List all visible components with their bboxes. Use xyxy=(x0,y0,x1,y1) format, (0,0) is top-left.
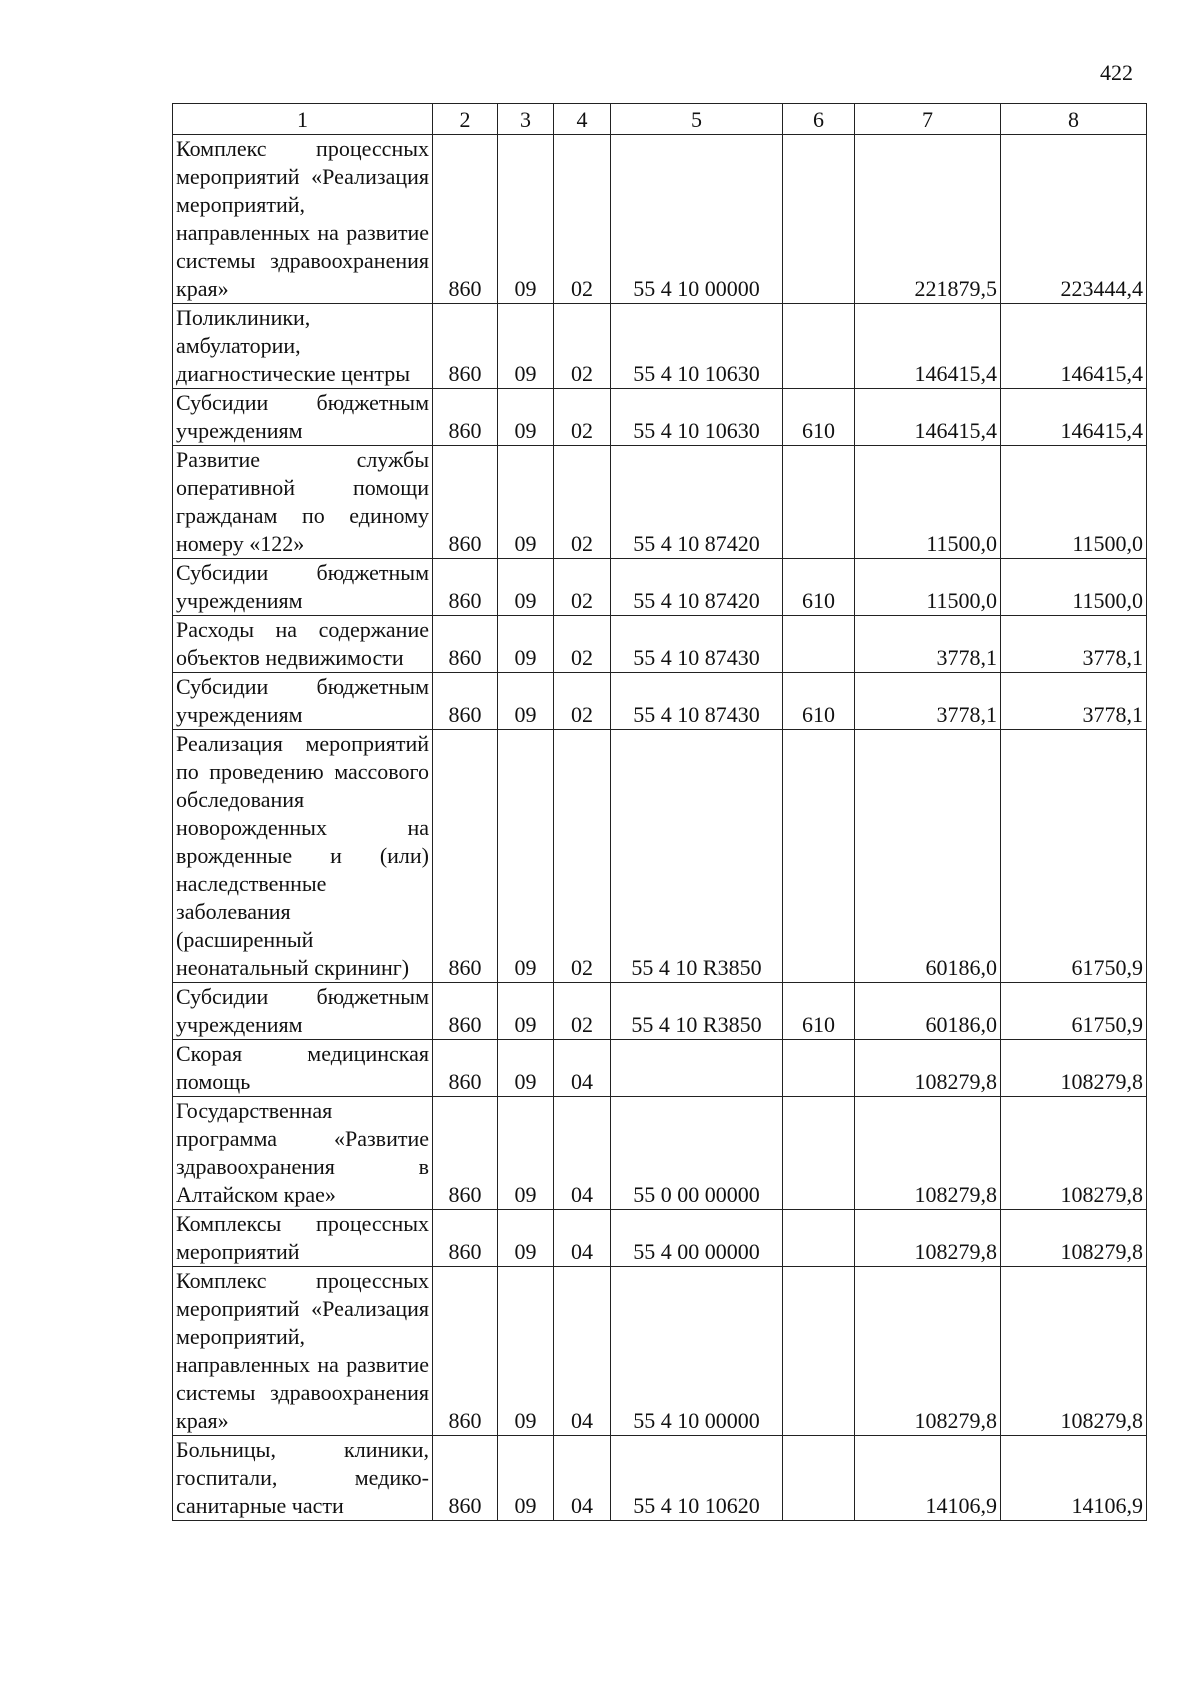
cell-section: 09 xyxy=(498,983,554,1040)
cell-section: 09 xyxy=(498,304,554,389)
cell-amount-2: 3778,1 xyxy=(1001,616,1147,673)
cell-target-code: 55 4 10 87430 xyxy=(611,616,783,673)
cell-subsection: 02 xyxy=(554,673,611,730)
cell-target-code xyxy=(611,1040,783,1097)
table-row xyxy=(173,1210,1147,1267)
table-row xyxy=(173,304,1147,389)
cell-target-code: 55 4 10 R3850 xyxy=(611,730,783,983)
cell-subsection: 04 xyxy=(554,1040,611,1097)
cell-subsection: 04 xyxy=(554,1097,611,1210)
row-name: Комплекс процессных мероприятий «Реализация мероприятий, направленных на развитие системы здравоохранения края» xyxy=(173,135,433,304)
page-number: 422 xyxy=(1100,60,1133,85)
cell-section: 09 xyxy=(498,446,554,559)
row-name: Больницы, клиники, госпитали, медико-санитарные части xyxy=(173,1436,433,1521)
cell-target-code: 55 4 10 10630 xyxy=(611,304,783,389)
cell-amount-2: 108279,8 xyxy=(1001,1097,1147,1210)
row-name: Субсидии бюджетным учреждениям xyxy=(173,389,433,446)
cell-amount-1: 60186,0 xyxy=(855,983,1001,1040)
row-name: Расходы на содержание объектов недвижимости xyxy=(173,616,433,673)
cell-section: 09 xyxy=(498,1267,554,1436)
cell-amount-2: 61750,9 xyxy=(1001,730,1147,983)
table-header-row xyxy=(173,104,1147,135)
cell-amount-1: 108279,8 xyxy=(855,1267,1001,1436)
cell-ministry: 860 xyxy=(433,730,498,983)
cell-ministry: 860 xyxy=(433,1210,498,1267)
cell-amount-1: 221879,5 xyxy=(855,135,1001,304)
cell-expense-type: 610 xyxy=(783,983,855,1040)
cell-target-code: 55 4 10 87420 xyxy=(611,559,783,616)
cell-ministry: 860 xyxy=(433,1097,498,1210)
cell-ministry: 860 xyxy=(433,135,498,304)
table-row xyxy=(173,616,1147,673)
cell-expense-type xyxy=(783,1436,855,1521)
cell-amount-2: 11500,0 xyxy=(1001,559,1147,616)
cell-amount-1: 108279,8 xyxy=(855,1210,1001,1267)
cell-section: 09 xyxy=(498,1436,554,1521)
row-name: Комплекс процессных мероприятий «Реализация мероприятий, направленных на развитие системы здравоохранения края» xyxy=(173,1267,433,1436)
table-row xyxy=(173,559,1147,616)
column-header: 3 xyxy=(498,104,554,135)
cell-ministry: 860 xyxy=(433,1040,498,1097)
cell-ministry: 860 xyxy=(433,389,498,446)
column-header: 7 xyxy=(855,104,1001,135)
cell-subsection: 02 xyxy=(554,983,611,1040)
budget-table xyxy=(172,103,1147,1521)
row-name: Развитие службы оперативной помощи гражданам по единому номеру «122» xyxy=(173,446,433,559)
table-row xyxy=(173,1097,1147,1210)
cell-target-code: 55 4 10 00000 xyxy=(611,135,783,304)
cell-section: 09 xyxy=(498,135,554,304)
table-row xyxy=(173,1040,1147,1097)
cell-expense-type: 610 xyxy=(783,389,855,446)
row-name: Комплексы процессных мероприятий xyxy=(173,1210,433,1267)
table-row xyxy=(173,1267,1147,1436)
cell-subsection: 04 xyxy=(554,1436,611,1521)
row-name: Поликлиники, амбулатории, диагностические центры xyxy=(173,304,433,389)
table-row xyxy=(173,135,1147,304)
cell-section: 09 xyxy=(498,673,554,730)
cell-amount-1: 3778,1 xyxy=(855,616,1001,673)
cell-amount-2: 108279,8 xyxy=(1001,1210,1147,1267)
cell-ministry: 860 xyxy=(433,1267,498,1436)
cell-subsection: 02 xyxy=(554,446,611,559)
cell-amount-1: 60186,0 xyxy=(855,730,1001,983)
cell-target-code: 55 4 00 00000 xyxy=(611,1210,783,1267)
cell-expense-type xyxy=(783,1267,855,1436)
row-name: Субсидии бюджетным учреждениям xyxy=(173,559,433,616)
cell-amount-1: 11500,0 xyxy=(855,446,1001,559)
column-header: 5 xyxy=(611,104,783,135)
table-row xyxy=(173,983,1147,1040)
column-header: 8 xyxy=(1001,104,1147,135)
cell-subsection: 02 xyxy=(554,389,611,446)
cell-subsection: 04 xyxy=(554,1210,611,1267)
cell-target-code: 55 4 10 10630 xyxy=(611,389,783,446)
table-row xyxy=(173,446,1147,559)
cell-target-code: 55 4 10 R3850 xyxy=(611,983,783,1040)
cell-amount-2: 11500,0 xyxy=(1001,446,1147,559)
cell-section: 09 xyxy=(498,730,554,983)
cell-expense-type xyxy=(783,135,855,304)
cell-ministry: 860 xyxy=(433,1436,498,1521)
cell-section: 09 xyxy=(498,559,554,616)
cell-amount-1: 11500,0 xyxy=(855,559,1001,616)
cell-amount-2: 108279,8 xyxy=(1001,1040,1147,1097)
cell-expense-type xyxy=(783,1097,855,1210)
table-row xyxy=(173,1436,1147,1521)
cell-amount-2: 3778,1 xyxy=(1001,673,1147,730)
cell-subsection: 02 xyxy=(554,730,611,983)
row-name: Реализация мероприятий по проведению массового обследования новорожденных на врожденные и (или) наследственные заболевания (расширенный неонатальный скрининг) xyxy=(173,730,433,983)
column-header: 4 xyxy=(554,104,611,135)
table-row xyxy=(173,389,1147,446)
cell-target-code: 55 4 10 10620 xyxy=(611,1436,783,1521)
cell-ministry: 860 xyxy=(433,616,498,673)
row-name: Государственная программа «Развитие здравоохранения в Алтайском крае» xyxy=(173,1097,433,1210)
cell-subsection: 02 xyxy=(554,135,611,304)
column-header: 1 xyxy=(173,104,433,135)
cell-expense-type: 610 xyxy=(783,673,855,730)
cell-expense-type xyxy=(783,304,855,389)
cell-section: 09 xyxy=(498,1040,554,1097)
cell-amount-2: 223444,4 xyxy=(1001,135,1147,304)
cell-ministry: 860 xyxy=(433,559,498,616)
cell-target-code: 55 0 00 00000 xyxy=(611,1097,783,1210)
cell-subsection: 02 xyxy=(554,616,611,673)
cell-section: 09 xyxy=(498,1097,554,1210)
cell-amount-1: 3778,1 xyxy=(855,673,1001,730)
cell-expense-type xyxy=(783,446,855,559)
cell-target-code: 55 4 10 87430 xyxy=(611,673,783,730)
cell-expense-type: 610 xyxy=(783,559,855,616)
cell-amount-1: 146415,4 xyxy=(855,304,1001,389)
cell-amount-1: 146415,4 xyxy=(855,389,1001,446)
cell-section: 09 xyxy=(498,389,554,446)
table-row xyxy=(173,730,1147,983)
cell-expense-type xyxy=(783,730,855,983)
row-name: Скорая медицинская помощь xyxy=(173,1040,433,1097)
cell-subsection: 02 xyxy=(554,559,611,616)
column-header: 2 xyxy=(433,104,498,135)
cell-ministry: 860 xyxy=(433,304,498,389)
cell-amount-1: 108279,8 xyxy=(855,1040,1001,1097)
cell-amount-1: 108279,8 xyxy=(855,1097,1001,1210)
cell-amount-2: 14106,9 xyxy=(1001,1436,1147,1521)
cell-section: 09 xyxy=(498,1210,554,1267)
cell-expense-type xyxy=(783,616,855,673)
cell-amount-2: 146415,4 xyxy=(1001,304,1147,389)
column-header: 6 xyxy=(783,104,855,135)
row-name: Субсидии бюджетным учреждениям xyxy=(173,983,433,1040)
cell-ministry: 860 xyxy=(433,983,498,1040)
table-row xyxy=(173,673,1147,730)
cell-target-code: 55 4 10 00000 xyxy=(611,1267,783,1436)
cell-target-code: 55 4 10 87420 xyxy=(611,446,783,559)
cell-ministry: 860 xyxy=(433,673,498,730)
cell-amount-2: 61750,9 xyxy=(1001,983,1147,1040)
cell-expense-type xyxy=(783,1210,855,1267)
cell-amount-2: 146415,4 xyxy=(1001,389,1147,446)
row-name: Субсидии бюджетным учреждениям xyxy=(173,673,433,730)
cell-section: 09 xyxy=(498,616,554,673)
cell-amount-1: 14106,9 xyxy=(855,1436,1001,1521)
cell-expense-type xyxy=(783,1040,855,1097)
cell-subsection: 02 xyxy=(554,304,611,389)
cell-ministry: 860 xyxy=(433,446,498,559)
cell-amount-2: 108279,8 xyxy=(1001,1267,1147,1436)
cell-subsection: 04 xyxy=(554,1267,611,1436)
